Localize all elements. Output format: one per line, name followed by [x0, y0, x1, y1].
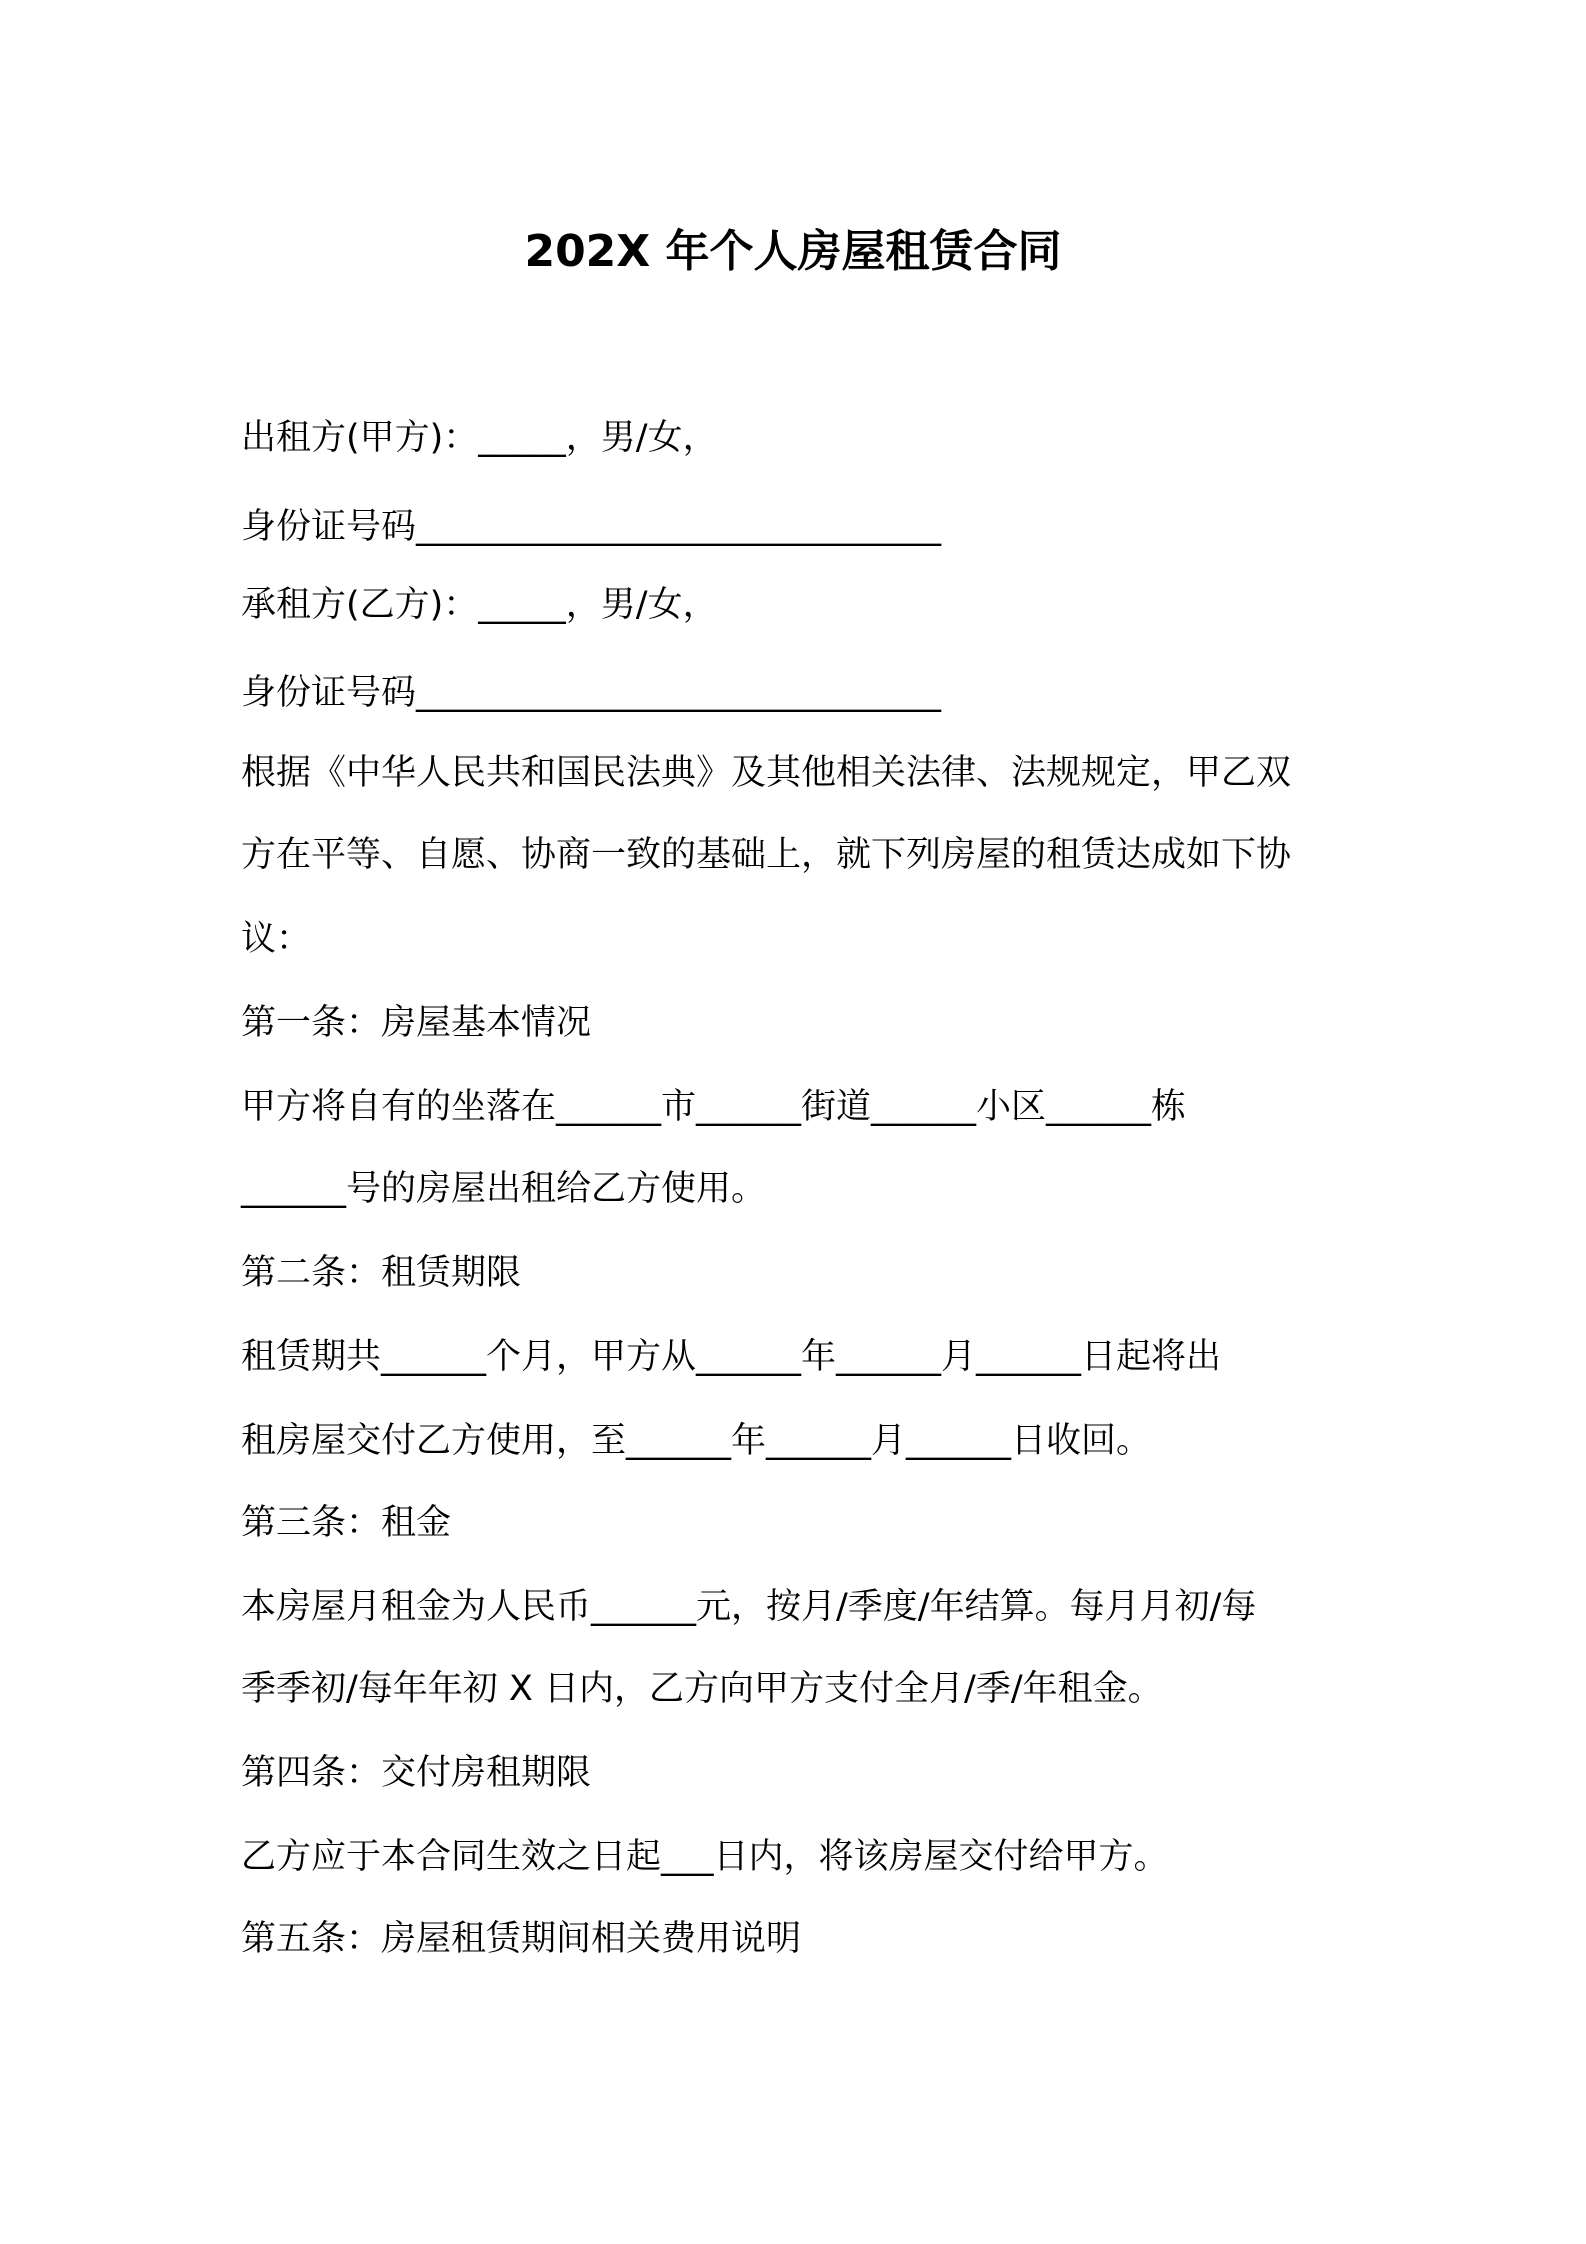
- article-3-heading: 第三条：租金: [241, 1503, 452, 1543]
- article-4-line-1: 乙方应于本合同生效之日起___日内，将该房屋交付给甲方。: [241, 1837, 1169, 1877]
- preamble-line-1: 根据《中华人民共和国民法典》及其他相关法律、法规规定，甲乙双: [241, 753, 1292, 793]
- lessee-line: 承租方(乙方)：_____，男/女，: [241, 585, 718, 625]
- preamble-line-3: 议：: [241, 919, 312, 959]
- article-2-line-2: 租房屋交付乙方使用，至______年______月______日收回。: [241, 1421, 1152, 1461]
- document-title: 202X 年个人房屋租赁合同: [524, 226, 1062, 277]
- article-1-heading: 第一条：房屋基本情况: [241, 1003, 592, 1043]
- lessor-id-line: 身份证号码______________________________: [241, 507, 942, 547]
- article-3-line-2: 季季初/每年年初 X 日内，乙方向甲方支付全月/季/年租金。: [241, 1669, 1163, 1709]
- article-4-heading: 第四条：交付房租期限: [241, 1753, 592, 1793]
- lessor-line: 出租方(甲方)：_____，男/女，: [241, 418, 718, 458]
- lessee-id-line: 身份证号码______________________________: [241, 673, 942, 713]
- article-1-line-1: 甲方将自有的坐落在______市______街道______小区______栋: [241, 1087, 1187, 1127]
- preamble-line-2: 方在平等、自愿、协商一致的基础上，就下列房屋的租赁达成如下协: [241, 835, 1292, 875]
- article-3-line-1: 本房屋月租金为人民币______元，按月/季度/年结算。每月月初/每: [241, 1587, 1257, 1627]
- article-2-line-1: 租赁期共______个月，甲方从______年______月______日起将出: [241, 1337, 1222, 1377]
- article-1-line-2: ______号的房屋出租给乙方使用。: [241, 1169, 767, 1209]
- article-5-heading: 第五条：房屋租赁期间相关费用说明: [241, 1919, 802, 1959]
- article-2-heading: 第二条：租赁期限: [241, 1253, 522, 1293]
